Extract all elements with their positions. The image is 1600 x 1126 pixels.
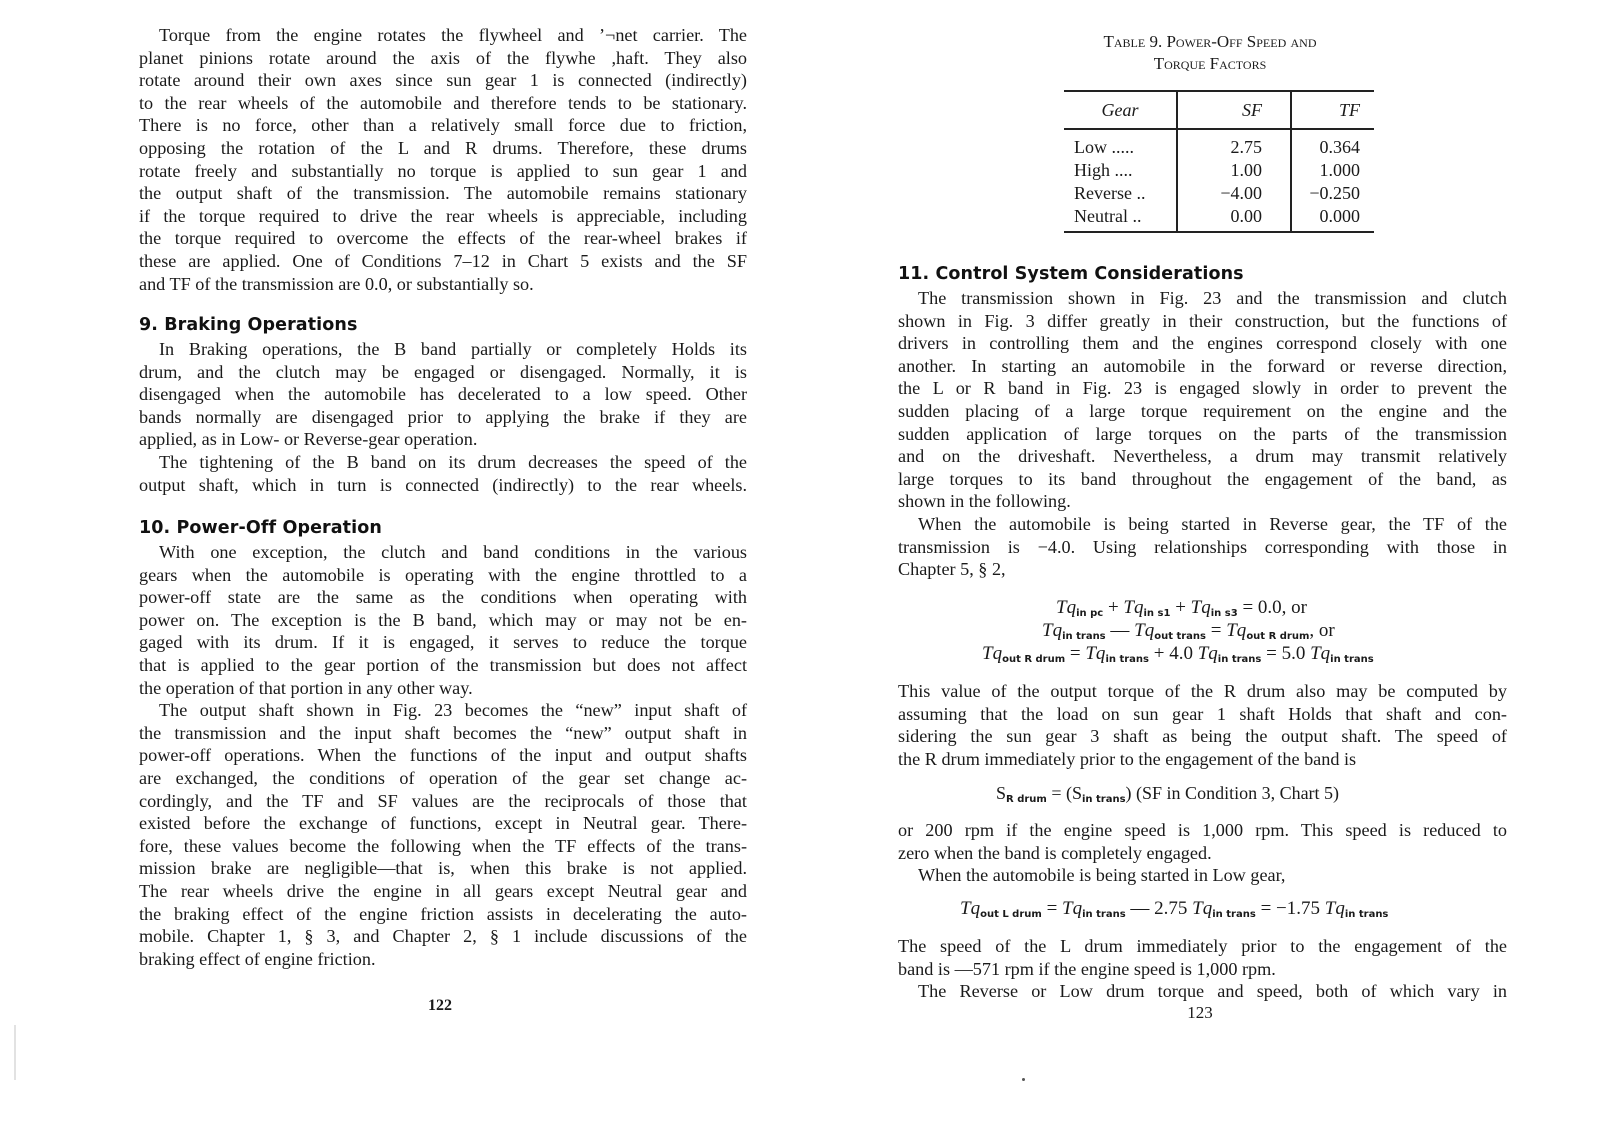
eq-operator: +	[1103, 597, 1124, 618]
text-line: another. In starting an automobile in the forward or reverse direction,	[898, 355, 1507, 376]
eq-subscript: in trans	[1062, 631, 1106, 642]
paragraph-low-drum	[898, 935, 1507, 1003]
text-line: opposing the rotation of the L and R drums. Therefore, these drums	[139, 137, 747, 158]
eq-operator: +	[1170, 597, 1191, 618]
text-line: mission brake are negligible—that is, when this brake is not applied.	[139, 858, 747, 879]
eq-operator: =	[1206, 620, 1227, 641]
text-line: output shaft, which in turn is connected (indirectly) to the rear wheels.	[139, 474, 747, 495]
text-line: disengaged when the automobile has decelerated to a low speed. Other	[139, 384, 747, 405]
text-line: When the automobile is being started in Reverse gear, the TF of the	[918, 513, 1507, 534]
text-line: transmission is −4.0. Using relationships corresponding with those in	[898, 536, 1507, 557]
text-line: or 200 rpm if the engine speed is 1,000 rpm. This speed is reduced to	[898, 820, 1507, 840]
eq-subscript: R drum	[1006, 794, 1047, 805]
eq-operator: = −1.75	[1255, 898, 1325, 919]
column-header-tf: TF	[1291, 91, 1374, 129]
text-line: the operation of that portion in any other way.	[139, 677, 473, 698]
text-line: and on the driveshaft. Nevertheless, a drum may transmit relatively	[898, 446, 1507, 467]
text-line: the transmission and the input shaft becomes the “new” output shaft in	[139, 722, 747, 743]
eq-term: Tq	[1190, 597, 1211, 618]
text-line: band is —571 rpm if the engine speed is 1,000 rpm.	[898, 958, 1276, 979]
eq-subscript: out L drum	[980, 909, 1042, 920]
text-line: power on. The exception is the B band, which may or may not be en-	[139, 609, 747, 630]
table-title	[1040, 31, 1380, 75]
eq-subscript: in s1	[1143, 608, 1171, 619]
table-row	[1064, 129, 1374, 159]
text-line: power-off state are the same as the conditions when operating with	[139, 587, 747, 608]
text-line: planet pinions rotate around the axis of the flywhe ,haft. They also	[139, 47, 747, 68]
eq-term: Tq	[1134, 620, 1155, 641]
text-line: the R drum immediately prior to the engagement of the band is	[898, 748, 1357, 769]
text-line: gaged with its drum. If it is engaged, it serves to reduce the torque	[139, 632, 747, 653]
paragraph-speed	[898, 819, 1507, 887]
eq-term: Tq	[1324, 898, 1345, 919]
text-line: sidering the sun gear 3 shaft as being the output shaft. The speed of	[898, 726, 1507, 747]
eq-term: Tq	[1123, 597, 1144, 618]
eq-term: Tq	[1310, 643, 1331, 664]
eq-subscript: in trans	[1081, 794, 1126, 805]
eq-term: Tq	[1192, 898, 1213, 919]
text-line: Torque from the engine rotates the flywheel and ’¬net carrier. The	[159, 25, 747, 45]
text-line: large torques to its band throughout the engagement of the band, as	[898, 468, 1507, 489]
cell-sf: 1.00	[1177, 159, 1291, 182]
eq-subscript: in pc	[1076, 608, 1104, 619]
eq-subscript: in s3	[1210, 608, 1238, 619]
text-line: applied, as in Low- or Reverse-gear operation.	[139, 429, 478, 450]
eq-term: Tq	[960, 898, 981, 919]
text-line: sudden placing of a large torque requirement on the engine and the	[898, 400, 1507, 421]
text-line: shown in the following.	[898, 491, 1071, 512]
text-line: if the torque required to drive the rear wheels is appreciable, including	[139, 205, 747, 226]
eq-operator: — 2.75	[1125, 898, 1193, 919]
page-number: 122	[428, 997, 452, 1014]
text-line: bands normally are disengaged prior to applying the brake if they are	[139, 406, 747, 427]
eq-subscript: out R drum	[1002, 654, 1066, 665]
column-header-sf: SF	[1177, 91, 1291, 129]
page-number: 123	[1187, 1003, 1213, 1022]
scan-margin-mark	[14, 1025, 16, 1080]
eq-term: Tq	[1197, 643, 1218, 664]
text-line: gears when the automobile is operating with the engine throttled to a	[139, 564, 747, 585]
text-line: fore, these values become the following when the TF effects of the trans-	[139, 835, 747, 856]
eq-subscript: in trans	[1212, 909, 1256, 920]
eq-operator: —	[1105, 620, 1135, 641]
cell-gear: Low .....	[1064, 129, 1177, 159]
text-line: rotate around their own axes since sun gear 1 is connected (indirectly)	[139, 70, 747, 91]
eq-term: Tq	[1085, 643, 1106, 664]
text-line: The speed of the L drum immediately prior to the engagement of the	[898, 936, 1507, 956]
paragraph-r-drum	[898, 680, 1507, 770]
table-header-row	[1064, 91, 1374, 129]
eq-term: Tq	[1042, 620, 1063, 641]
section-heading: 11. Control System Considerations	[898, 264, 1244, 284]
eq-term: Tq	[1062, 898, 1083, 919]
text-line: The output shaft shown in Fig. 23 becomes the “new” input shaft of	[159, 700, 747, 721]
cell-tf: −0.250	[1309, 183, 1360, 203]
eq-term: S	[996, 783, 1007, 803]
text-line: When the automobile is being started in Low gear,	[918, 865, 1286, 886]
cell-gear: Reverse ..	[1064, 182, 1177, 205]
text-line: power-off operations. When the functions of the input and output shafts	[139, 745, 747, 766]
text-line: drum, and the clutch may be engaged or disengaged. Normally, it is	[139, 361, 747, 382]
text-line: zero when the band is completely engaged.	[898, 842, 1212, 863]
cell-sf: 0.00	[1177, 205, 1291, 232]
cell-gear: High ....	[1064, 159, 1177, 182]
cell-sf: 2.75	[1177, 129, 1291, 159]
text-line: The transmission shown in Fig. 23 and the transmission and clutch	[918, 288, 1507, 308]
eq-term: Tq	[982, 643, 1003, 664]
cell-sf: −4.00	[1177, 182, 1291, 205]
equation-reverse-result	[982, 643, 1374, 671]
text-line: This value of the output torque of the R drum also may be computed by	[898, 681, 1507, 701]
text-line: are exchanged, the conditions of operation of the gear set change ac-	[139, 767, 747, 788]
eq-rhs: = 0.0, or	[1237, 597, 1307, 618]
speed-torque-factors-table	[1064, 90, 1374, 233]
section-9	[139, 312, 747, 496]
table-row	[1064, 205, 1374, 232]
text-line: the braking effect of the engine friction assists in decelerating the auto-	[139, 903, 747, 924]
eq-operator: + 4.0	[1149, 643, 1198, 664]
text-line: drivers in controlling them and the engines correspond closely with one	[898, 333, 1507, 354]
cell-tf: 1.000	[1319, 160, 1360, 180]
table-title-line: Table 9. Power-Off Speed and	[1103, 32, 1317, 51]
column-header-gear: Gear	[1064, 91, 1177, 129]
table-row	[1064, 159, 1374, 182]
eq-operator: =	[1041, 898, 1063, 919]
eq-subscript: in trans	[1217, 654, 1262, 665]
eq-operator: = 5.0	[1261, 643, 1311, 664]
text-line: sudden application of large torques on the parts of the transmission	[898, 423, 1507, 444]
table-row	[1064, 182, 1374, 205]
text-line: cordingly, and the TF and SF values are the reciprocals of those that	[139, 790, 747, 811]
right-page	[800, 0, 1600, 1126]
text-line: In Braking operations, the B band partially or completely Holds its	[159, 339, 747, 359]
eq-term: Tq	[1056, 597, 1077, 618]
text-line: rotate freely and substantially no torque is applied to sun gear 1 and	[139, 160, 747, 181]
text-line: The rear wheels drive the engine in all gears except Neutral gear and	[139, 880, 747, 901]
text-line: that is applied to the gear portion of the transmission but does not affect	[139, 654, 747, 675]
text-line: the output shaft of the transmission. The automobile remains stationary	[139, 183, 747, 204]
eq-operator: =	[1065, 643, 1086, 664]
text-line: existed before the exchange of functions, except in Neutral gear. There-	[139, 813, 747, 834]
eq-subscript: in trans	[1105, 654, 1149, 665]
table-title-line: Torque Factors	[1153, 54, 1267, 73]
text-line: the torque required to overcome the effects of the rear-wheel brakes if	[139, 228, 747, 249]
equation-r-drum-speed	[996, 782, 1339, 811]
intro-paragraph	[139, 24, 747, 295]
scan-speck	[1022, 1078, 1025, 1081]
section-heading: 10. Power-Off Operation	[139, 518, 382, 538]
eq-subscript: out trans	[1154, 631, 1207, 642]
section-heading: 9. Braking Operations	[139, 315, 358, 335]
text-line: the L or R band in Fig. 23 is engaged slowly in order to prevent the	[898, 378, 1507, 399]
cell-tf: 0.000	[1291, 205, 1374, 232]
text-line: mobile. Chapter 1, § 3, and Chapter 2, § 1 include discussions of the	[139, 926, 747, 947]
text-line: Chapter 5, § 2,	[898, 559, 1006, 580]
text-line: braking effect of engine friction.	[139, 948, 376, 969]
eq-term: Tq	[1226, 620, 1247, 641]
eq-subscript: in trans	[1344, 909, 1389, 920]
eq-subscript: out R drum	[1246, 631, 1310, 642]
eq-rhs: ) (SF in Condition 3, Chart 5)	[1125, 783, 1340, 803]
eq-subscript: in trans	[1082, 909, 1126, 920]
text-line: The tightening of the B band on its drum decreases the speed of the	[159, 451, 747, 472]
eq-operator: = (S	[1046, 783, 1082, 803]
text-line: to the rear wheels of the automobile and therefore tends to be stationary.	[139, 92, 747, 113]
section-11	[898, 261, 1507, 581]
text-line: The Reverse or Low drum torque and speed, both of which vary in	[918, 981, 1507, 1002]
text-line: With one exception, the clutch and band conditions in the various	[159, 542, 747, 562]
eq-subscript: in trans	[1330, 654, 1374, 665]
text-line: shown in Fig. 3 differ greatly in their construction, but the functions of	[898, 310, 1507, 331]
equation-low-drum-torque	[960, 898, 1388, 926]
section-10	[139, 515, 747, 970]
text-line: assuming that the load on sun gear 1 shaft Holds that shaft and con-	[898, 703, 1507, 724]
text-line: and TF of the transmission are 0.0, or substantially so.	[139, 273, 534, 294]
cell-gear: Neutral ..	[1064, 205, 1177, 232]
eq-rhs: , or	[1309, 620, 1335, 641]
text-line: There is no force, other than a relatively small force due to friction,	[139, 115, 747, 136]
text-line: these are applied. One of Conditions 7–12 in Chart 5 exists and the SF	[139, 250, 747, 271]
cell-tf: 0.364	[1319, 137, 1360, 157]
